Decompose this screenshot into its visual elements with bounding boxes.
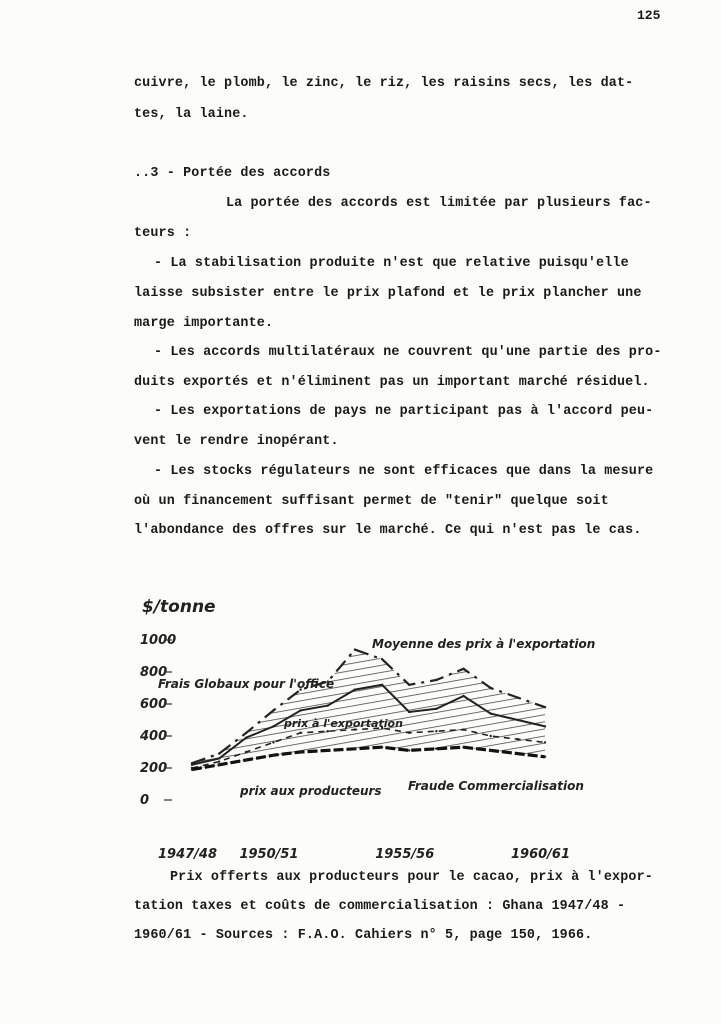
paragraph1-line: tes, la laine. <box>134 107 249 122</box>
data-point <box>517 719 519 721</box>
data-point <box>299 732 301 734</box>
data-point <box>462 728 464 730</box>
page-number: 125 <box>637 8 661 23</box>
data-point <box>517 696 519 698</box>
data-point <box>299 751 301 753</box>
x-tick-label: 1960/61 <box>511 847 571 862</box>
paragraph2-line: - Les accords multilatéraux ne couvrent qu'une partie des pro- <box>154 345 662 360</box>
data-point <box>489 687 491 689</box>
data-point <box>435 748 437 750</box>
paragraph2-line: - Les stocks régulateurs ne sont efficaces que dans la mesure <box>154 464 654 479</box>
data-point <box>489 749 491 751</box>
data-point <box>327 749 329 751</box>
data-point <box>408 711 410 713</box>
data-point <box>435 679 437 681</box>
data-point <box>544 706 546 708</box>
data-point <box>218 757 220 759</box>
data-point <box>462 746 464 748</box>
data-point <box>245 732 247 734</box>
y-axis-label: $/tonne <box>142 597 216 617</box>
data-point <box>354 748 356 750</box>
paragraph2-line: - La stabilisation produite n'est que relative puisqu'elle <box>154 256 629 271</box>
data-point <box>218 764 220 766</box>
data-point <box>327 704 329 706</box>
paragraph2-line: laisse subsister entre le prix plafond et le prix plancher une <box>134 286 642 301</box>
paragraph2-line: teurs : <box>134 226 192 241</box>
y-tick-label: 200 <box>140 761 168 776</box>
y-tick-label: 600 <box>140 697 168 712</box>
x-tick-label: 1950/51 <box>239 847 299 862</box>
data-point <box>489 712 491 714</box>
annotation-producers: prix aux producteurs <box>240 784 382 798</box>
y-tick-label: 1000 <box>140 633 177 648</box>
data-point <box>272 741 274 743</box>
data-point <box>489 735 491 737</box>
data-point <box>272 709 274 711</box>
paragraph1-line: cuivre, le plomb, le zinc, le riz, les raisins secs, les dat- <box>134 76 634 91</box>
data-point <box>517 738 519 740</box>
data-point <box>408 749 410 751</box>
figure-caption-line: Prix offerts aux producteurs pour le cacao, prix à l'expor- <box>170 870 653 885</box>
annotation-office-costs: Frais Globaux pour l'office <box>158 677 335 691</box>
data-point <box>544 756 546 758</box>
paragraph2-line: vent le rendre inopérant. <box>134 434 339 449</box>
paragraph2-line: où un financement suffisant permet de "tenir" quelque soit <box>134 494 609 509</box>
data-point <box>544 741 546 743</box>
data-point <box>218 760 220 762</box>
data-point <box>299 709 301 711</box>
x-tick-label: 1955/56 <box>375 847 435 862</box>
data-point <box>381 746 383 748</box>
data-point <box>408 684 410 686</box>
data-point <box>354 688 356 690</box>
section-heading: ..3 - Portée des accords <box>134 166 331 181</box>
paragraph2-line: - Les exportations de pays ne participant pas à l'accord peu- <box>154 404 654 419</box>
figure-caption-line: 1960/61 - Sources : F.A.O. Cahiers n° 5, page 150, 1966. <box>134 928 593 943</box>
annotation-export-average: Moyenne des prix à l'exportation <box>372 637 596 651</box>
data-point <box>245 736 247 738</box>
data-point <box>462 668 464 670</box>
y-tick-label: 400 <box>140 729 168 744</box>
data-point <box>245 751 247 753</box>
data-point <box>245 759 247 761</box>
data-point <box>354 648 356 650</box>
paragraph2-line: l'abondance des offres sur le marché. Ce qui n'est pas le cas. <box>134 523 642 538</box>
data-point <box>191 768 193 770</box>
data-point <box>272 754 274 756</box>
y-tick-label: 0 <box>140 793 150 808</box>
data-point <box>381 684 383 686</box>
data-point <box>517 752 519 754</box>
paragraph2-line: duits exportés et n'éliminent pas un important marché résiduel. <box>134 375 650 390</box>
data-point <box>272 725 274 727</box>
data-point <box>381 658 383 660</box>
data-point <box>327 730 329 732</box>
paragraph2-line: La portée des accords est limitée par plusieurs fac- <box>226 196 652 211</box>
figure-caption-line: tation taxes et coûts de commercialisation : Ghana 1947/48 - <box>134 899 626 914</box>
data-point <box>191 764 193 766</box>
data-point <box>435 730 437 732</box>
data-point <box>462 695 464 697</box>
data-point <box>408 732 410 734</box>
data-point <box>435 708 437 710</box>
paragraph2-line: marge importante. <box>134 316 274 331</box>
annotation-fraud: Fraude Commercialisation <box>408 779 584 793</box>
data-point <box>544 725 546 727</box>
annotation-export-price: prix à l'exportation <box>284 717 403 730</box>
data-point <box>218 752 220 754</box>
x-tick-label: 1947/48 <box>158 847 218 862</box>
y-tick-label: 800 <box>140 665 168 680</box>
